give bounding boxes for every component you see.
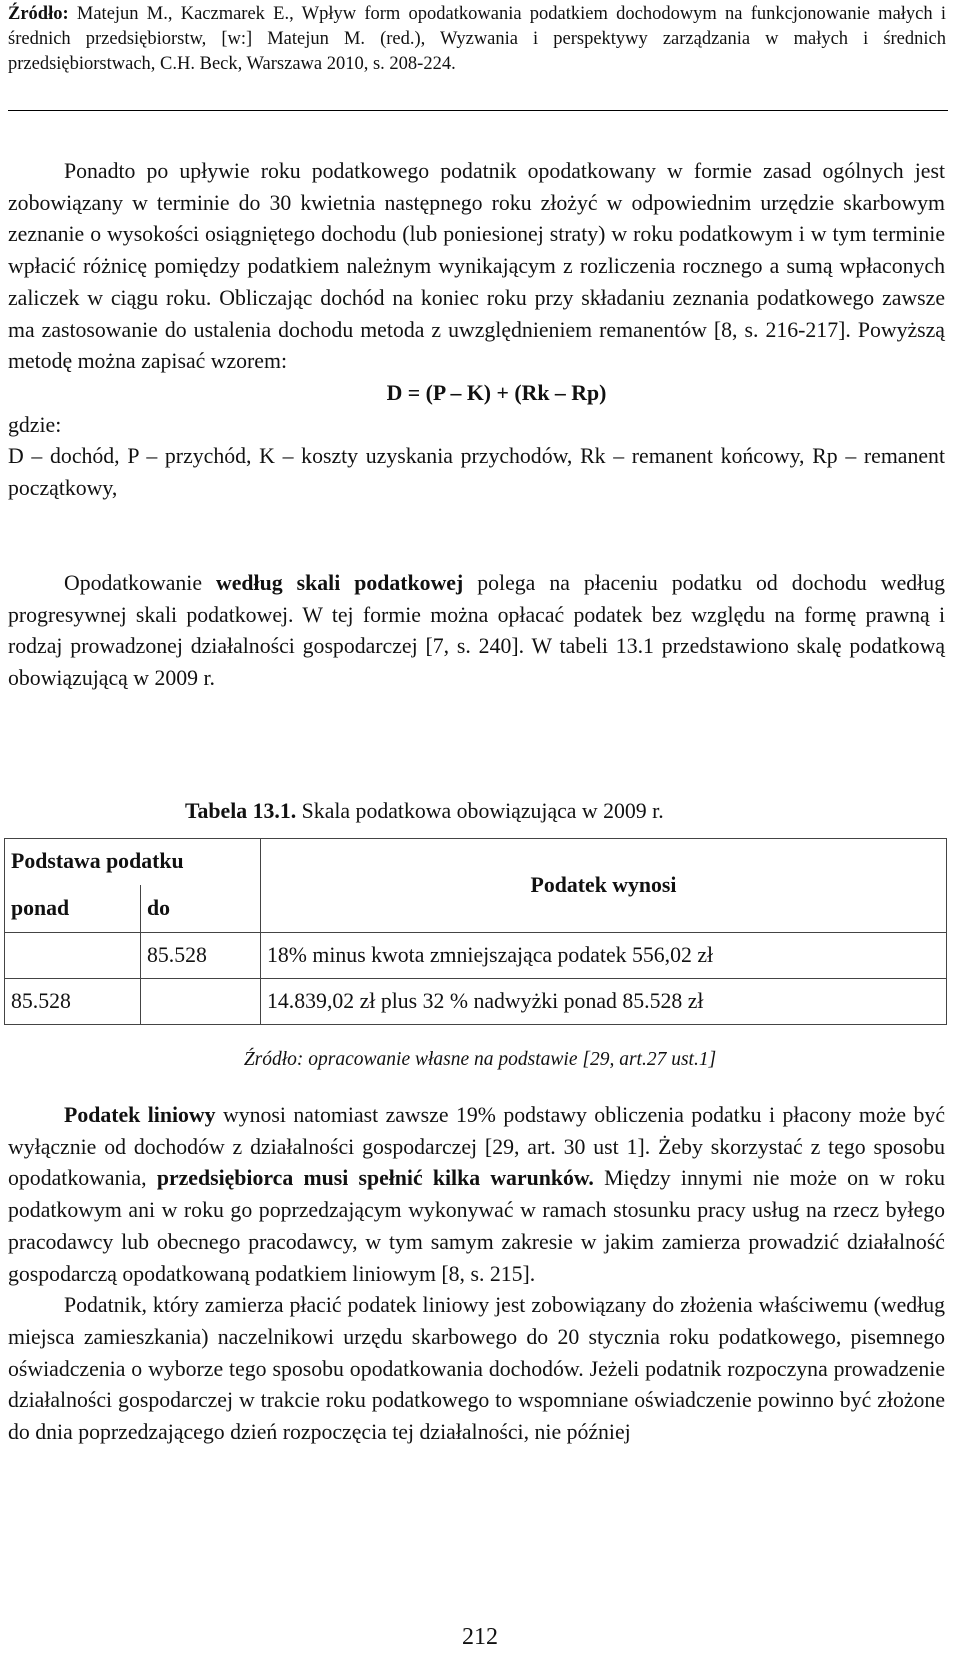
para3-text2: Między innymi nie może on w roku podatkowym ani w roku go poprzedzającym wykonywać w ramach stosunku pracy usług na rzecz byłego pracodawcy lub obecnego pracodawcy, w tym samym zakresie w jakim zamierza prowadzić działalność gospodarczą opodatkowaną podatkiem liniowym [8, s. 215]. bbox=[8, 1166, 945, 1286]
row1-to: 85.528 bbox=[141, 933, 261, 979]
source-note-text: Matejun M., Kaczmarek E., Wpływ form opodatkowania podatkiem dochodowym na funkcjonowanie małych i średnich przedsiębiorstw, [w:] Matejun M. (red.), Wyzwania i perspektywy zarządzania w małych i średnich przedsiębiorstwach, C.H. Beck, Warszawa 2010, s. 208-224. bbox=[8, 4, 947, 74]
table-source: Źródło: opracowanie własne na podstawie [29, art.27 ust.1] bbox=[243, 1049, 717, 1070]
page-number: 212 bbox=[462, 1624, 498, 1650]
paragraph-tax-scale bbox=[8, 568, 945, 695]
row2-from: 85.528 bbox=[5, 979, 141, 1025]
source-note-rule bbox=[8, 110, 948, 111]
income-formula: D = (P – K) + (Rk – Rp) bbox=[386, 380, 607, 405]
para2-after: polega na płaceniu podatku od dochodu według progresywnej skali podatkowej. W tej formie można opłacać podatek bez względu na formę prawną i rodzaj prowadzonej działalności gospodarczej [7, s. 240]. W tabeli 13.1 przedstawiono skalę podatkową obowiązującą w 2009 r. bbox=[8, 571, 945, 691]
source-note bbox=[8, 2, 946, 77]
paragraph-income-settlement: Ponadto po upływie roku podatkowego podatnik opodatkowany w formie zasad ogólnych jest zobowiązany w terminie do 30 kwietnia następnego roku złożyć w odpowiednim urzędzie skarbowym zeznanie o wysokości osiągniętego dochodu (lub poniesionej straty) w roku podatkowym i w tym terminie wpłacić różnicę pomiędzy podatkiem należnym wynikającym z rozliczenia rocznego a sumą wpłaconych zaliczek w ciągu roku. Obliczając dochód na koniec roku przy składaniu zeznania podatkowego zawsze ma zastosowanie do ustalenia dochodu metoda z uwzględnieniem remanentów [8, s. 216-217]. Powyższą metodę można zapisać wzorem: bbox=[8, 159, 945, 374]
table-row bbox=[5, 933, 947, 979]
table-caption bbox=[185, 796, 664, 826]
header-to: do bbox=[141, 885, 261, 933]
para3-text1: wynosi natomiast zawsze 19% podstawy obliczenia podatku i płacony może być wyłącznie od dochodów z działalności gospodarczej [29, art. 30 ust 1]. Żeby skorzystać z tego sposobu opodatkowania, bbox=[8, 1103, 945, 1191]
table-header-row bbox=[5, 839, 947, 885]
header-tax-amount: Podatek wynosi bbox=[261, 839, 947, 933]
paragraph-flat-tax-declaration: Podatnik, który zamierza płacić podatek liniowy jest zobowiązany do złożenia właściwemu (według miejsca zamieszkania) naczelnikowi urzędu skarbowego do 20 stycznia roku podatkowego, pisemnego oświadczenia o wyborze tego sposobu opodatkowania dochodów. Jeżeli podatnik rozpoczyna prowadzenie działalności gospodarczej w trakcie roku podatkowego to wspomniane oświadczenie powinno być złożone do dnia poprzedzającego dzień rozpoczęcia tej działalności, nie później bbox=[8, 1293, 945, 1445]
row2-tax: 14.839,02 zł plus 32 % nadwyżki ponad 85.528 zł bbox=[261, 979, 947, 1025]
tax-scale-table bbox=[4, 838, 947, 1025]
table-row bbox=[5, 979, 947, 1025]
formula-legend: D – dochód, P – przychód, K – koszty uzyskania przychodów, Rk – remanent końcowy, Rp – remanent początkowy, bbox=[8, 444, 945, 501]
header-from: ponad bbox=[5, 885, 141, 933]
where-label: gdzie: bbox=[8, 412, 62, 437]
table-caption-text: Skala podatkowa obowiązująca w 2009 r. bbox=[296, 799, 664, 823]
source-note-label: Źródło: bbox=[8, 4, 69, 24]
row1-tax: 18% minus kwota zmniejszająca podatek 556,02 zł bbox=[261, 933, 947, 979]
text-block-1 bbox=[8, 156, 945, 505]
header-tax-base: Podstawa podatku bbox=[5, 839, 261, 885]
para2-before: Opodatkowanie bbox=[64, 571, 217, 595]
row1-from bbox=[5, 933, 141, 979]
text-block-3 bbox=[8, 1100, 945, 1449]
table-caption-number: Tabela 13.1. bbox=[185, 799, 297, 823]
para2-bold: według skali podatkowej bbox=[216, 571, 464, 595]
row2-to bbox=[141, 979, 261, 1025]
para3-bold-conditions: przedsiębiorca musi spełnić kilka warunków. bbox=[156, 1166, 594, 1191]
paragraph-flat-tax bbox=[8, 1100, 945, 1290]
para3-bold-flat-tax: Podatek liniowy bbox=[64, 1103, 216, 1127]
text-block-2 bbox=[8, 568, 945, 695]
